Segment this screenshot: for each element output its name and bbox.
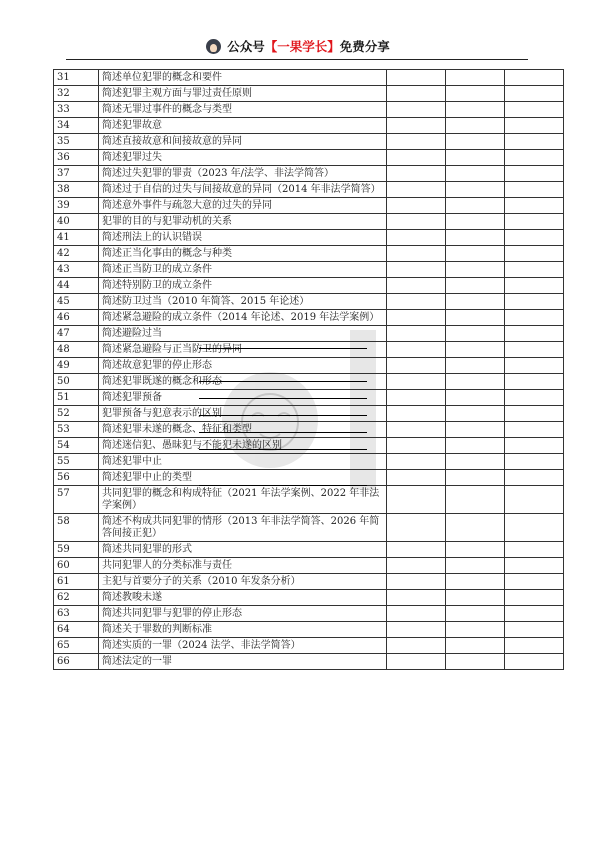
check-cell [446,438,505,454]
check-cell [387,198,446,214]
question-text: 简述不构成共同犯罪的情形（2013 年非法学简答、2026 年简答间接正犯） [99,514,387,542]
check-cell [446,406,505,422]
question-text: 简述刑法上的认识错误 [99,230,387,246]
question-text: 共同犯罪的概念和构成特征（2021 年法学案例、2022 年非法学案例） [99,486,387,514]
table-row [54,326,564,342]
row-number: 37 [54,166,99,182]
question-text: 简述犯罪未遂的概念、特征和类型 [99,422,387,438]
check-cell [387,326,446,342]
check-cell [505,118,564,134]
question-text: 简述过于自信的过失与间接故意的异同（2014 年非法学简答） [99,182,387,198]
check-cell [505,102,564,118]
check-cell [505,294,564,310]
check-cell [387,654,446,670]
check-cell [387,638,446,654]
row-number: 48 [54,342,99,358]
check-cell [505,86,564,102]
check-cell [505,182,564,198]
check-cell [505,638,564,654]
check-cell [505,198,564,214]
check-cell [387,342,446,358]
row-number: 49 [54,358,99,374]
check-cell [446,294,505,310]
check-cell [387,454,446,470]
check-cell [387,262,446,278]
row-number: 55 [54,454,99,470]
table-row [54,638,564,654]
table-row [54,574,564,590]
check-cell [387,214,446,230]
row-number: 42 [54,246,99,262]
check-cell [505,574,564,590]
check-cell [387,150,446,166]
check-cell [387,374,446,390]
table-row [54,214,564,230]
table-row [54,590,564,606]
table-row [54,470,564,486]
table-row [54,86,564,102]
row-number: 59 [54,542,99,558]
check-cell [387,86,446,102]
check-cell [505,470,564,486]
row-number: 33 [54,102,99,118]
check-cell [387,438,446,454]
row-number: 41 [54,230,99,246]
question-text: 简述共同犯罪与犯罪的停止形态 [99,606,387,622]
check-cell [446,486,505,514]
row-number: 36 [54,150,99,166]
question-text: 简述犯罪既遂的概念和形态 [99,374,387,390]
table-row [54,486,564,514]
question-table [53,69,564,670]
question-text: 简述故意犯罪的停止形态 [99,358,387,374]
check-cell [387,102,446,118]
check-cell [446,182,505,198]
check-cell [505,342,564,358]
check-cell [505,514,564,542]
check-cell [446,166,505,182]
table-row [54,278,564,294]
table-row [54,422,564,438]
question-text: 简述实质的一罪（2024 法学、非法学简答） [99,638,387,654]
check-cell [446,558,505,574]
row-number: 57 [54,486,99,514]
check-cell [505,622,564,638]
question-text: 简述防卫过当（2010 年简答、2015 年论述） [99,294,387,310]
check-cell [505,542,564,558]
question-text: 简述无罪过事件的概念与类型 [99,102,387,118]
question-text: 主犯与首要分子的关系（2010 年发条分析） [99,574,387,590]
check-cell [505,374,564,390]
check-cell [505,358,564,374]
table-row [54,654,564,670]
check-cell [387,134,446,150]
table-row [54,358,564,374]
check-cell [387,118,446,134]
row-number: 38 [54,182,99,198]
check-cell [387,606,446,622]
table-row [54,134,564,150]
check-cell [387,558,446,574]
check-cell [446,374,505,390]
check-cell [387,358,446,374]
question-text: 简述教唆未遂 [99,590,387,606]
check-cell [387,310,446,326]
check-cell [505,166,564,182]
check-cell [446,310,505,326]
row-number: 66 [54,654,99,670]
check-cell [446,574,505,590]
check-cell [505,230,564,246]
row-number: 34 [54,118,99,134]
check-cell [505,278,564,294]
check-cell [505,150,564,166]
avatar-icon [206,39,221,54]
table-row [54,406,564,422]
row-number: 52 [54,406,99,422]
row-number: 56 [54,470,99,486]
question-text: 简述正当化事由的概念与种类 [99,246,387,262]
check-cell [505,70,564,86]
check-cell [387,590,446,606]
check-cell [446,134,505,150]
check-cell [387,390,446,406]
table-row [54,246,564,262]
check-cell [446,278,505,294]
check-cell [446,246,505,262]
check-cell [446,198,505,214]
row-number: 65 [54,638,99,654]
check-cell [387,422,446,438]
table-row [54,606,564,622]
table-row [54,294,564,310]
check-cell [505,326,564,342]
check-cell [505,606,564,622]
question-text: 简述特别防卫的成立条件 [99,278,387,294]
header-divider [66,59,528,60]
check-cell [387,470,446,486]
question-text: 简述避险过当 [99,326,387,342]
check-cell [505,262,564,278]
question-text: 犯罪预备与犯意表示的区别 [99,406,387,422]
check-cell [446,102,505,118]
question-text: 简述犯罪主观方面与罪过责任原则 [99,86,387,102]
table-row [54,102,564,118]
check-cell [387,574,446,590]
row-number: 45 [54,294,99,310]
question-text: 简述迷信犯、愚昧犯与不能犯未遂的区别 [99,438,387,454]
table-row [54,454,564,470]
row-number: 40 [54,214,99,230]
check-cell [446,542,505,558]
row-number: 64 [54,622,99,638]
page-header [0,36,596,56]
question-text: 简述犯罪中止的类型 [99,470,387,486]
check-cell [387,182,446,198]
row-number: 46 [54,310,99,326]
header-brand: 【一果学长】 [264,39,340,54]
check-cell [505,390,564,406]
underline-mark [199,485,367,486]
row-number: 63 [54,606,99,622]
question-text: 简述法定的一罪 [99,654,387,670]
check-cell [387,166,446,182]
check-cell [446,422,505,438]
table-row [54,514,564,542]
table-row [54,342,564,358]
row-number: 62 [54,590,99,606]
check-cell [446,514,505,542]
check-cell [505,590,564,606]
row-number: 43 [54,262,99,278]
underline-mark [199,449,367,450]
row-number: 50 [54,374,99,390]
table-row [54,182,564,198]
check-cell [446,622,505,638]
table-row [54,310,564,326]
check-cell [387,70,446,86]
check-cell [505,654,564,670]
question-text: 简述紧急避险与正当防卫的异同 [99,342,387,358]
check-cell [446,326,505,342]
row-number: 61 [54,574,99,590]
row-number: 31 [54,70,99,86]
check-cell [387,294,446,310]
check-cell [505,438,564,454]
question-text: 简述犯罪中止 [99,454,387,470]
question-text: 简述正当防卫的成立条件 [99,262,387,278]
check-cell [446,606,505,622]
check-cell [505,422,564,438]
header-prefix: 公众号 [227,39,265,54]
check-cell [446,86,505,102]
check-cell [446,214,505,230]
check-cell [446,70,505,86]
header-suffix: 免费分享 [339,39,390,54]
table-row [54,438,564,454]
check-cell [446,358,505,374]
underline-mark [199,398,367,399]
check-cell [387,278,446,294]
question-text: 简述紧急避险的成立条件（2014 年论述、2019 年法学案例） [99,310,387,326]
question-text: 简述过失犯罪的罪责（2023 年/法学、非法学简答） [99,166,387,182]
table-row [54,166,564,182]
row-number: 44 [54,278,99,294]
check-cell [387,486,446,514]
row-number: 60 [54,558,99,574]
table-row [54,70,564,86]
table-row [54,118,564,134]
check-cell [446,118,505,134]
check-cell [387,246,446,262]
table-row [54,198,564,214]
check-cell [505,406,564,422]
check-cell [505,558,564,574]
check-cell [505,486,564,514]
check-cell [387,406,446,422]
check-cell [387,542,446,558]
check-cell [505,134,564,150]
check-cell [446,342,505,358]
question-text: 简述意外事件与疏忽大意的过失的异同 [99,198,387,214]
check-cell [446,150,505,166]
row-number: 35 [54,134,99,150]
check-cell [446,654,505,670]
check-cell [446,454,505,470]
question-text: 简述犯罪预备 [99,390,387,406]
underline-mark [199,432,367,433]
check-cell [446,230,505,246]
check-cell [505,246,564,262]
question-text: 简述犯罪故意 [99,118,387,134]
check-cell [446,390,505,406]
row-number: 54 [54,438,99,454]
table-row [54,558,564,574]
check-cell [446,638,505,654]
question-text: 简述共同犯罪的形式 [99,542,387,558]
row-number: 51 [54,390,99,406]
check-cell [446,262,505,278]
check-cell [446,470,505,486]
question-text: 简述关于罪数的判断标准 [99,622,387,638]
question-text: 共同犯罪人的分类标准与责任 [99,558,387,574]
row-number: 58 [54,514,99,542]
underline-mark [199,348,367,349]
question-text: 简述单位犯罪的概念和要件 [99,70,387,86]
check-cell [505,454,564,470]
table-row [54,542,564,558]
question-text: 简述直接故意和间接故意的异同 [99,134,387,150]
check-cell [387,622,446,638]
table-row [54,622,564,638]
row-number: 39 [54,198,99,214]
check-cell [505,310,564,326]
underline-mark [199,415,367,416]
question-text: 犯罪的目的与犯罪动机的关系 [99,214,387,230]
row-number: 32 [54,86,99,102]
row-number: 47 [54,326,99,342]
row-number: 53 [54,422,99,438]
check-cell [446,590,505,606]
check-cell [387,514,446,542]
table-row [54,150,564,166]
check-cell [387,230,446,246]
table-row [54,262,564,278]
check-cell [505,214,564,230]
question-text: 简述犯罪过失 [99,150,387,166]
table-row [54,230,564,246]
underline-mark [199,381,367,382]
